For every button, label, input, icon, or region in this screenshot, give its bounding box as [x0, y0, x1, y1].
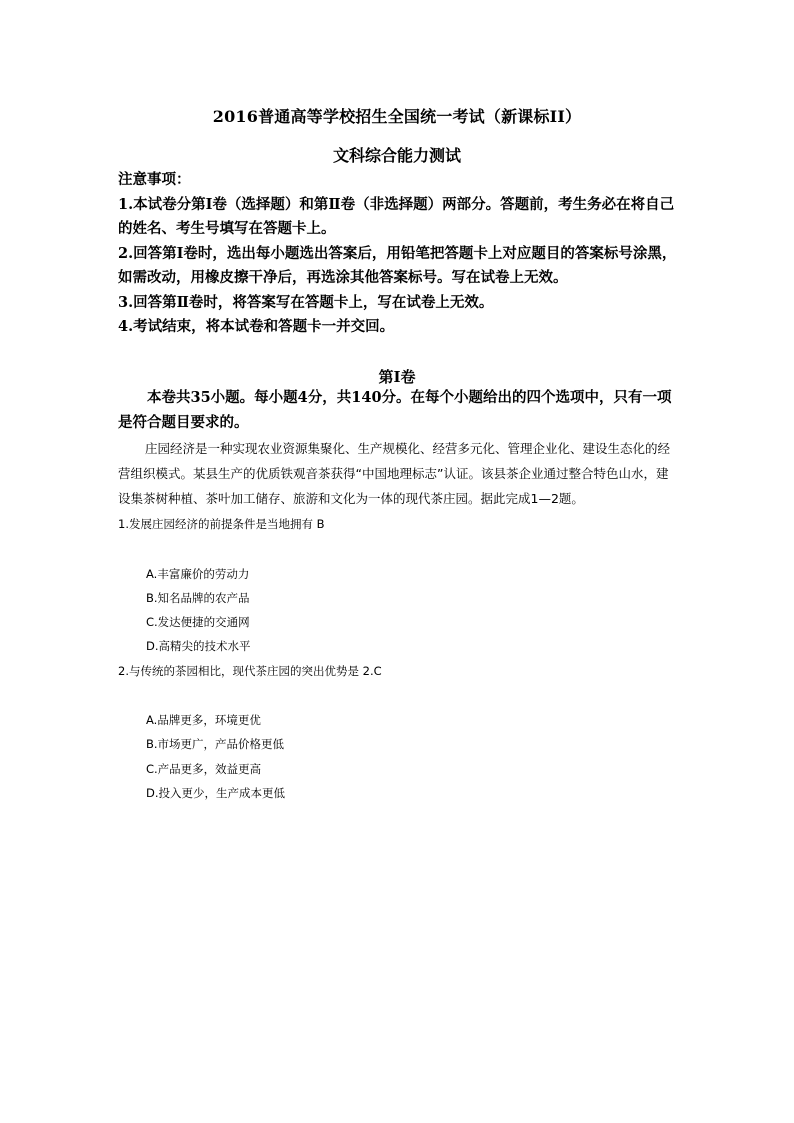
question-1-option-b: B.知名品牌的农产品 [146, 591, 250, 605]
question-2-option-d: D.投入更少，生产成本更低 [146, 786, 286, 800]
question-2-option-a: A.品牌更多，环境更优 [146, 713, 261, 727]
instruction-item-3: 3.回答第Ⅱ卷时，将答案写在答题卡上，写在试卷上无效。 [118, 293, 494, 311]
question-2-stem: 2.与传统的茶园相比，现代茶庄园的突出优势是 2.C [118, 664, 382, 678]
question-1-stem: 1.发展庄园经济的前提条件是当地拥有 B [118, 517, 325, 531]
instruction-item-2: 2.回答第Ⅰ卷时，选出每小题选出答案后，用铅笔把答题卡上对应题目的答案标号涂黑，如需改动，用橡皮擦干净后，再选涂其他答案标号。写在试卷上无效。 [118, 244, 677, 286]
question-1-option-d: D.高精尖的技术水平 [146, 639, 251, 653]
instructions-heading: 注意事项： [118, 171, 191, 188]
instructions-block [118, 168, 678, 340]
exam-title: 2016普通高等学校招生全国统一考试（新课标II） [212, 107, 582, 126]
exam-subtitle: 文科综合能力测试 [332, 146, 461, 165]
reading-passage: 庄园经济是一种实现农业资源集聚化、生产规模化、经营多元化、管理企业化、建设生态化的经营组织模式。某县生产的优质铁观音茶获得“中国地理标志”认证。该县茶企业通过整合特色山水，建设集茶树种植、茶叶加工储存、旅游和文化为一体的现代茶庄园。据此完成1—2题。 [118, 441, 671, 506]
question-1-option-c: C.发达便捷的交通网 [146, 615, 250, 629]
instruction-item-4: 4.考试结束，将本试卷和答题卡一并交回。 [118, 318, 395, 335]
section-intro: 本卷共35小题。每小题4分，共140分。在每个小题给出的四个选项中，只有一项是符合题目要求的。 [118, 389, 672, 431]
question-2-option-b: B.市场更广，产品价格更低 [146, 737, 285, 751]
question-2-option-c: C.产品更多，效益更高 [146, 762, 262, 776]
instruction-item-1: 1.本试卷分第Ⅰ卷（选择题）和第Ⅱ卷（非选择题）两部分。答题前，考生务必在将自己的姓名、考生号填写在答题卡上。 [118, 195, 675, 237]
question-1-option-a: A.丰富廉价的劳动力 [146, 567, 250, 581]
section-title: 第Ⅰ卷 [378, 368, 416, 386]
